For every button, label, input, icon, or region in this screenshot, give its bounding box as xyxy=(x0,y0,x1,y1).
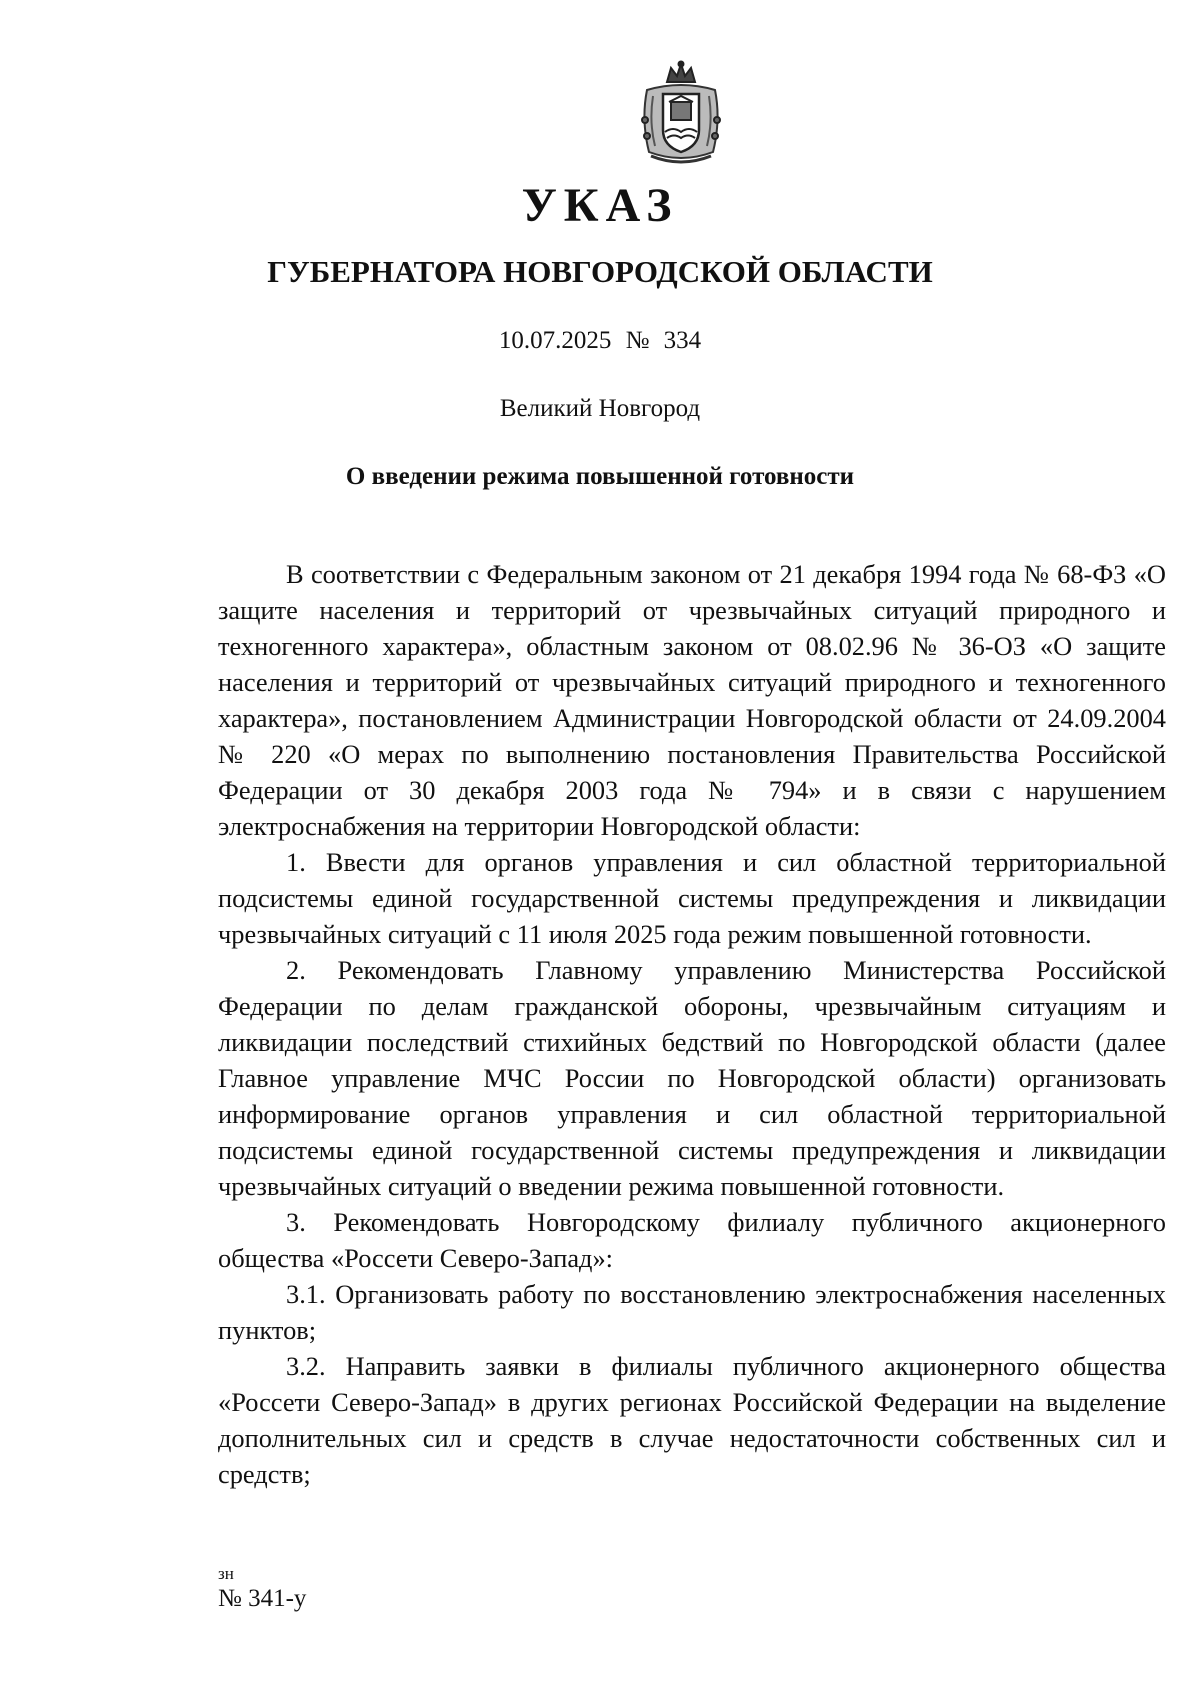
clause-2: 2. Рекомендовать Главному управлению Министерства Российской Федерации по делам гражданской обороны, чрезвычайным ситуациям и ликвидации последствий стихийных бедствий по Новгородской области (далее Главное управление МЧС России по Новгородской области) организовать информирование органов управления и сил областной территориальной подсистемы единой государственной системы предупреждения и ликвидации чрезвычайных ситуаций о введении режима повышенной готовности. xyxy=(218,955,1166,1201)
registration-number: № 341-у xyxy=(218,1585,307,1612)
date-number-line xyxy=(0,324,1200,358)
document-body xyxy=(218,556,1166,1492)
executor-code: зн xyxy=(218,1564,234,1583)
document-issuer: ГУБЕРНАТОРА НОВГОРОДСКОЙ ОБЛАСТИ xyxy=(267,254,933,289)
number-sign: № xyxy=(625,327,650,354)
document-date: 10.07.2025 xyxy=(498,327,612,354)
clause-3-2: 3.2. Направить заявки в филиалы публичного акционерного общества «Россети Северо-Запад» в других регионах Российской Федерации на выделение дополнительных сил и средств в случае недостаточности собственных сил и средств; xyxy=(218,1351,1166,1489)
clause-3-1: 3.1. Организовать работу по восстановлению электроснабжения населенных пунктов; xyxy=(218,1279,1166,1345)
document-city: Великий Новгород xyxy=(499,395,701,422)
coat-of-arms-icon xyxy=(633,60,729,168)
clause-3: 3. Рекомендовать Новгородскому филиалу публичного акционерного общества «Россети Северо-Запад»: xyxy=(218,1207,1166,1273)
document-subject: О введении режима повышенной готовности xyxy=(345,463,855,490)
clause-1: 1. Ввести для органов управления и сил областной территориальной подсистемы единой государственной системы предупреждения и ликвидации чрезвычайных ситуаций с 11 июля 2025 года режим повышенной готовности. xyxy=(218,847,1166,949)
footer-reference xyxy=(218,1564,306,1614)
document-title: УКАЗ xyxy=(521,179,679,232)
document-number: 334 xyxy=(663,327,702,354)
preamble-paragraph: В соответствии с Федеральным законом от 21 декабря 1994 года № 68-ФЗ «О защите населения и территорий от чрезвычайных ситуаций природного и техногенного характера», областным законом от 08.02.96 № 36-ОЗ «О защите населения и территорий от чрезвычайных ситуаций природного и техногенного характера», постановлением Администрации Новгородской области от 24.09.2004 № 220 «О мерах по выполнению постановления Правительства Российской Федерации от 30 декабря 2003 года № 794» и в связи с нарушением электроснабжения на территории Новгородской области: xyxy=(218,559,1166,841)
